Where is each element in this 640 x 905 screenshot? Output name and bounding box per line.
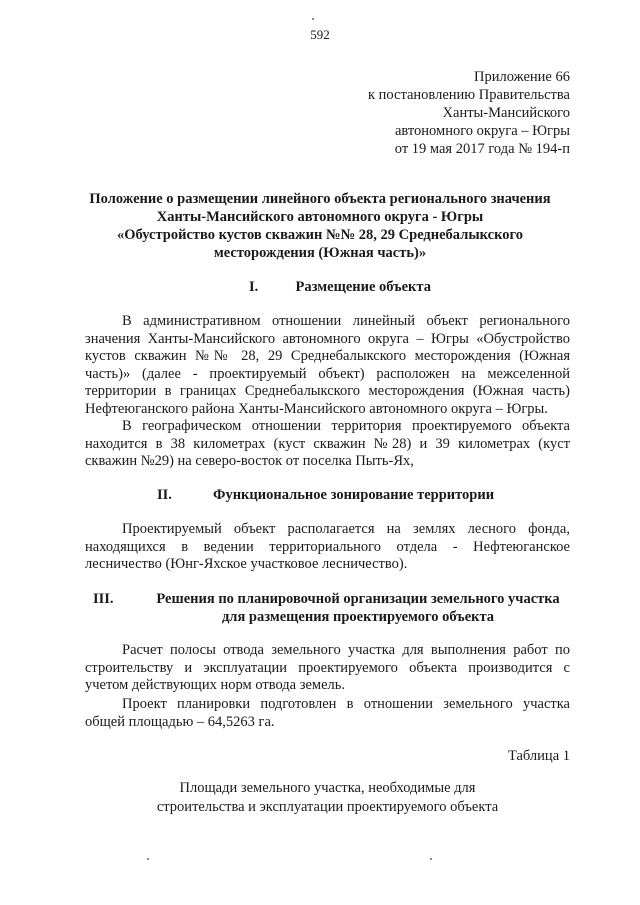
section-title-2: Функциональное зонирование территории	[213, 487, 495, 503]
scan-speck	[147, 858, 149, 860]
title-line: месторождения (Южная часть)»	[213, 245, 427, 261]
caption-line: Площади земельного участка, необходимые для	[179, 780, 476, 796]
section-number: I.	[249, 279, 259, 295]
appendix-reference	[310, 68, 570, 158]
section-heading-3	[93, 590, 114, 608]
section-title: Размещение объекта	[295, 279, 431, 295]
appendix-line: Приложение 66	[474, 69, 570, 85]
section-heading-2	[157, 486, 172, 504]
paragraph: В географическом отношении территория проектируемого объекта находится в 38 километрах (куст скважин №28) и 39 километрах (куст скважин №29) на северо-восток от поселка Пыть-Ях,	[85, 418, 570, 469]
section-number: III.	[93, 591, 114, 607]
title-line: Положение о размещении линейного объекта регионального значения	[89, 191, 551, 207]
title-line: «Обустройство кустов скважин №№ 28, 29 Среднебалыкского	[117, 227, 523, 243]
paragraph: В административном отношении линейный объект регионального значения Ханты-Мансийского автономного округа – Югры «Обустройство кустов скважин №№ 28, 29 Среднебалыкского месторождения (Южная часть)» (далее - проектируемый объект) расположен на межселенной территории в границах Среднебалыкского месторождения (Южная часть) Нефтеюганского района Ханты-Мансийского автономного округа – Югры.	[85, 313, 570, 417]
paragraph: Проект планировки подготовлен в отношении земельного участка общей площадью – 64,5263 га.	[85, 696, 570, 730]
appendix-line: от 19 мая 2017 года № 194-п	[394, 141, 570, 157]
section-title-line: для размещения проектируемого объекта	[221, 609, 495, 625]
title-line: Ханты-Мансийского автономного округа - Югры	[156, 209, 484, 225]
appendix-line: автономного округа – Югры	[394, 123, 570, 139]
section-number: II.	[157, 487, 172, 503]
section-title-3	[146, 590, 570, 626]
document-title	[70, 190, 570, 262]
section-heading-1	[249, 278, 431, 296]
paragraph: Проектируемый объект располагается на землях лесного фонда, находящихся в ведении территориального отдела - Нефтеюганское лесничество (Юнг-Яхское участковое лесничество).	[85, 521, 570, 572]
scan-speck	[430, 858, 432, 860]
appendix-line: к постановлению Правительства	[368, 87, 570, 103]
table-label: Таблица 1	[507, 748, 570, 764]
table-caption	[85, 779, 570, 817]
paragraph: Расчет полосы отвода земельного участка для выполнения работ по строительству и эксплуатации проектируемого объекта производится с учетом действующих норм отвода земель.	[85, 642, 570, 693]
page-number: 592	[310, 27, 330, 42]
appendix-line: Ханты-Мансийского	[442, 105, 570, 121]
scan-speck	[312, 18, 314, 20]
caption-line: строительства и эксплуатации проектируемого объекта	[156, 799, 499, 815]
section-title-line: Решения по планировочной организации земельного участка	[156, 591, 560, 607]
